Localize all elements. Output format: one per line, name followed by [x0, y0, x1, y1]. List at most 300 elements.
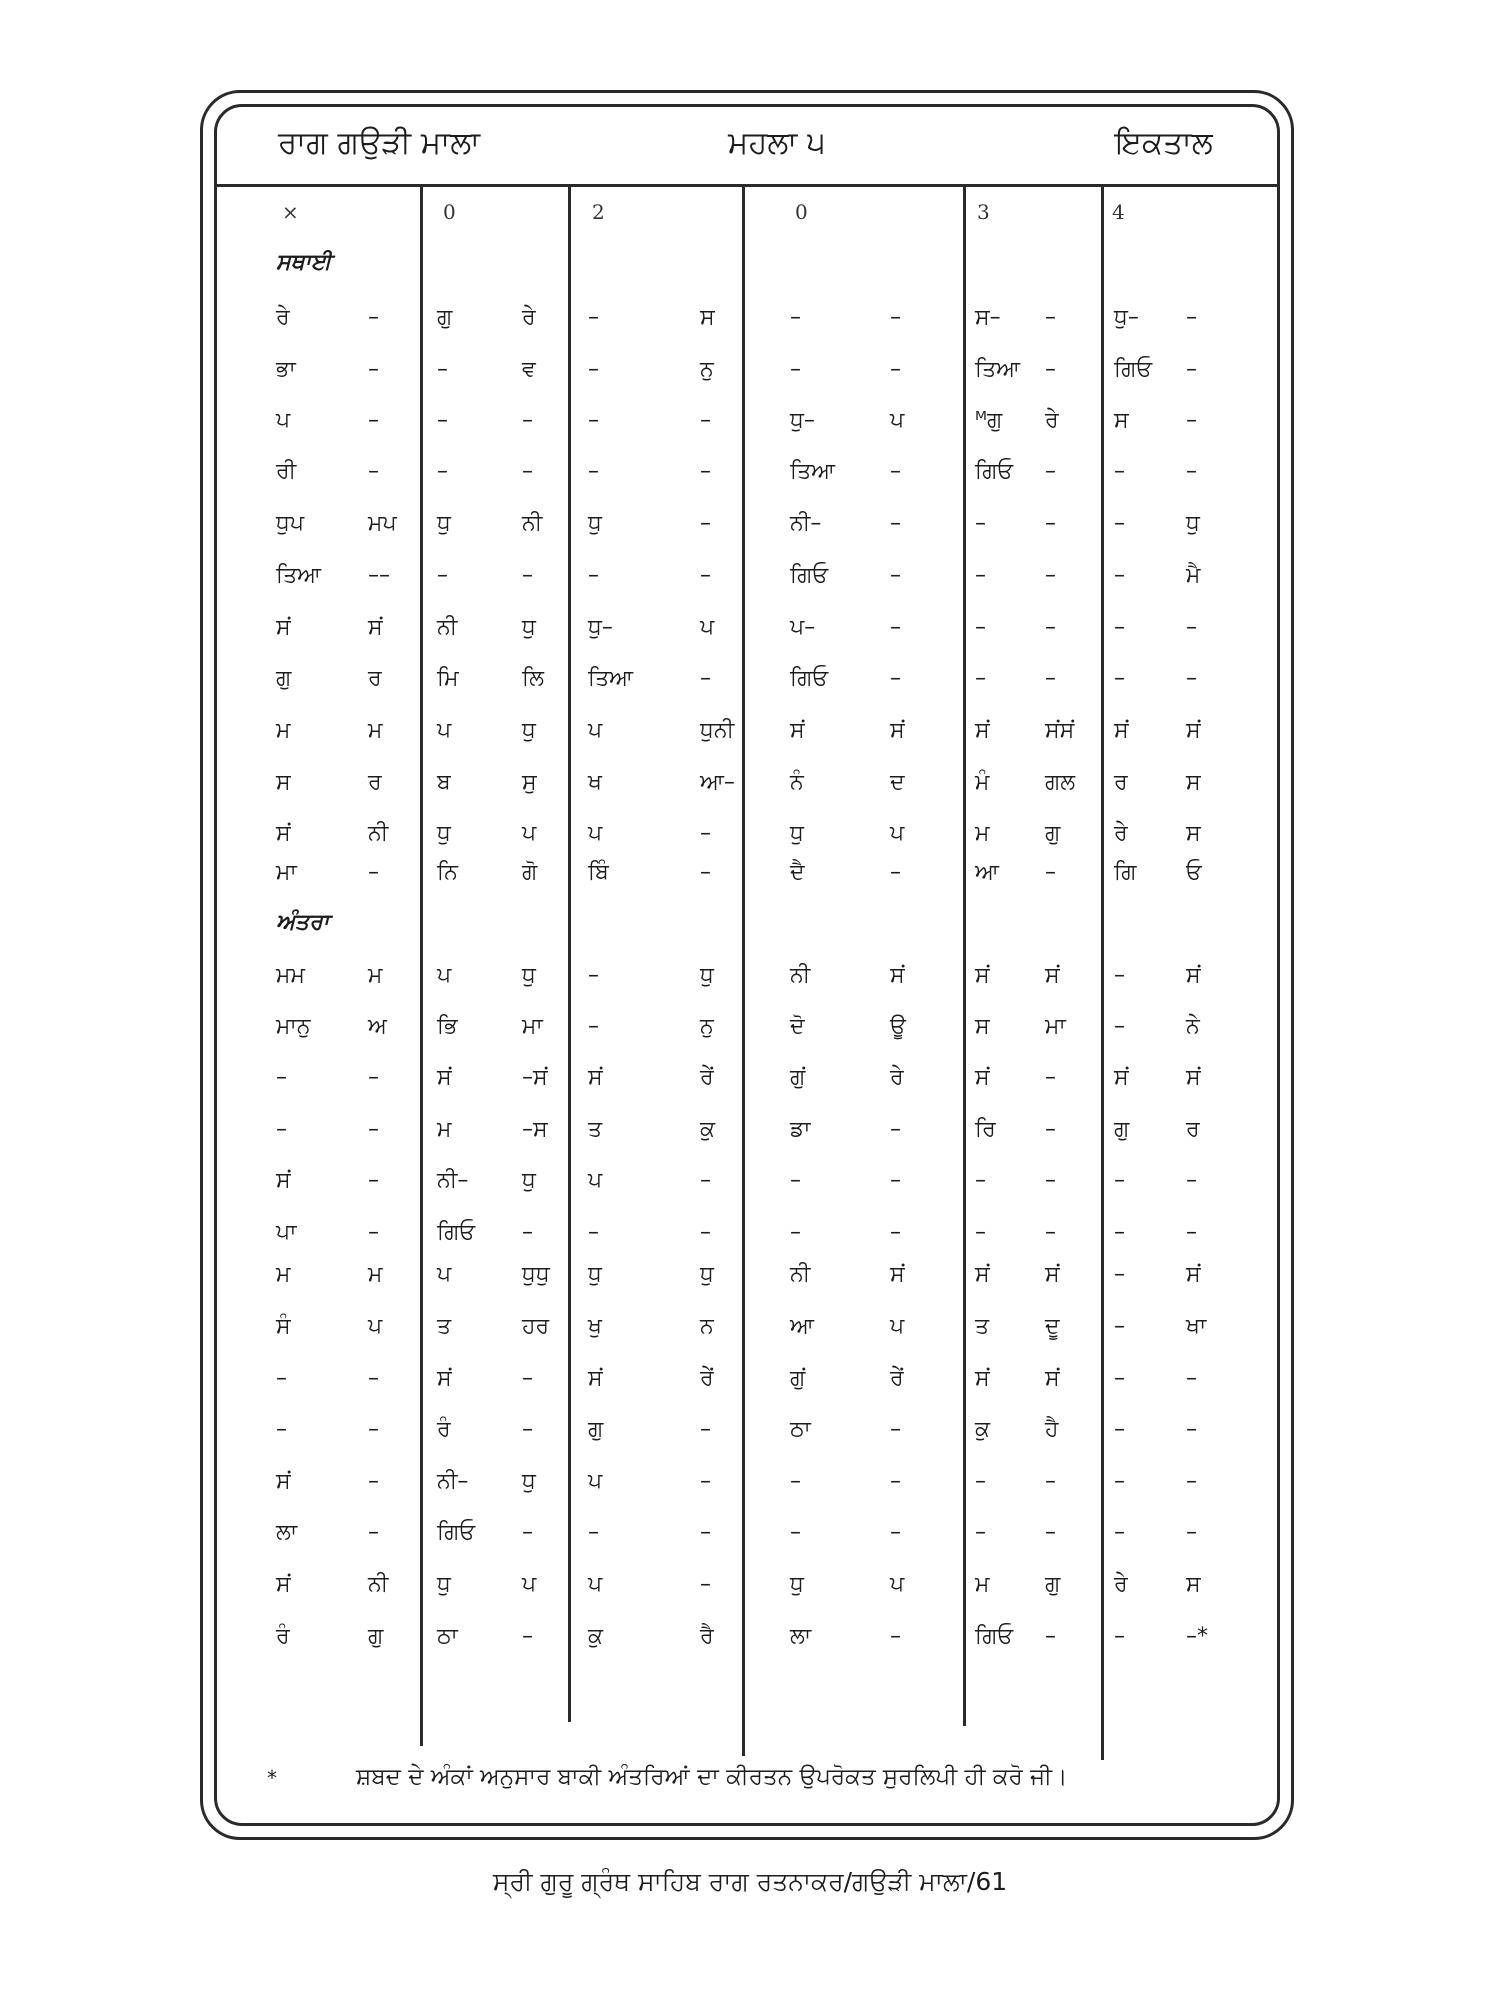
notation-row — [0, 1007, 1500, 1047]
notation-cell: – — [975, 1168, 986, 1193]
notation-cell: ਸਂ — [890, 963, 905, 988]
notation-cell: – — [276, 1417, 287, 1442]
notation-cell: ਸੰ — [276, 1314, 291, 1339]
notation-cell: – — [368, 1220, 379, 1245]
footnote-text: ਸ਼ਬਦ ਦੇ ਅੰਕਾਂ ਅਨੁਸਾਰ ਬਾਕੀ ਅੰਤਰਿਆਂ ਦਾ ਕੀਰਤਨ ਉਪਰੋਕਤ ਸੁਰਲਿਪੀ ਹੀ ਕਰੋ ਜੀ। — [356, 1764, 1068, 1790]
notation-cell: –– — [368, 563, 390, 588]
notation-cell: – — [890, 305, 901, 330]
notation-cell: – — [1186, 357, 1197, 382]
notation-cell: – — [890, 357, 901, 382]
notation-cell: ਮਾ — [522, 1014, 543, 1039]
notation-cell: ਤਿਆ — [588, 666, 634, 691]
notation-cell: – — [975, 666, 986, 691]
notation-cell: ਸ — [276, 770, 291, 795]
notation-cell: – — [437, 357, 448, 382]
notation-cell: ਸਂ — [1186, 1262, 1201, 1287]
notation-cell: ਡਾ — [790, 1117, 811, 1142]
notation-cell: ਗੁ — [1114, 1117, 1130, 1142]
notation-cell: – — [700, 1572, 711, 1597]
notation-cell: ਮ — [276, 1262, 291, 1287]
notation-cell: ਗੁ — [1045, 821, 1061, 846]
beat-marker: 4 — [1112, 200, 1125, 224]
notation-cell: ਨੀ– — [437, 1168, 469, 1193]
notation-cell: – — [890, 459, 901, 484]
notation-cell: ਰੇਂ — [700, 1065, 714, 1090]
notation-cell: – — [1045, 1520, 1056, 1545]
notation-cell: – — [522, 1520, 533, 1545]
notation-cell: – — [1045, 1065, 1056, 1090]
notation-cell: ਸਂ — [437, 1065, 452, 1090]
mahla-title: ਮਹਲਾ ੫ — [728, 125, 826, 161]
notation-cell: – — [368, 408, 379, 433]
notation-cell: ਸਂ — [276, 1469, 291, 1494]
notation-cell: ਨੀ — [522, 511, 543, 536]
notation-cell: ਪ — [890, 821, 905, 846]
notation-cell: ਗਿਓ — [437, 1220, 476, 1245]
notation-cell: ਰੇ — [1045, 408, 1059, 433]
notation-cell: ਅ — [368, 1014, 387, 1039]
notation-cell: – — [368, 1417, 379, 1442]
notation-cell: – — [700, 1520, 711, 1545]
notation-cell: ਪ — [588, 1469, 603, 1494]
notation-cell: – — [1114, 615, 1125, 640]
notation-cell: – — [1114, 1220, 1125, 1245]
notation-cell: – — [368, 1366, 379, 1391]
notation-cell: ਸ — [1114, 408, 1129, 433]
notation-cell: ਨਿ — [437, 860, 458, 885]
notation-cell: ਸਂ — [368, 615, 383, 640]
notation-row — [0, 1617, 1500, 1657]
notation-cell: – — [522, 1220, 533, 1245]
raag-title: ਰਾਗ ਗਉੜੀ ਮਾਲਾ — [278, 125, 481, 161]
notation-cell: – — [588, 1220, 599, 1245]
notation-cell: ਰੇ — [522, 305, 536, 330]
notation-cell: – — [368, 860, 379, 885]
notation-cell: ਰੇ — [276, 305, 290, 330]
notation-cell: ਗੁ — [276, 666, 292, 691]
notation-cell: ਮਾ — [1045, 1014, 1066, 1039]
notation-cell: – — [890, 563, 901, 588]
notation-cell: ਨੀ — [790, 963, 811, 988]
notation-cell: ਦ — [890, 770, 905, 795]
notation-cell: ਭਿ — [437, 1014, 458, 1039]
notation-cell: ਮ — [368, 1262, 383, 1287]
notation-row — [0, 452, 1500, 492]
notation-cell: – — [890, 1117, 901, 1142]
notation-cell: ਮ — [276, 718, 291, 743]
notation-row — [0, 1513, 1500, 1553]
notation-cell: – — [1186, 1366, 1197, 1391]
notation-cell: ਤਿਆ — [975, 357, 1021, 382]
notation-cell: ਆ — [790, 1314, 814, 1339]
notation-cell: – — [276, 1065, 287, 1090]
notation-cell: – — [975, 1520, 986, 1545]
notation-cell: – — [890, 1220, 901, 1245]
notation-cell: ਖ — [588, 770, 602, 795]
notation-cell: – — [1114, 1624, 1125, 1649]
notation-cell: ਨੁ — [700, 357, 714, 382]
notation-cell: ਗਿਓ — [790, 666, 829, 691]
notation-cell: ਆ — [975, 860, 999, 885]
notation-cell: ਗਿਓ — [975, 1624, 1014, 1649]
notation-cell: ਮੰ — [975, 770, 990, 795]
notation-cell: ਪ — [588, 1572, 603, 1597]
notation-cell: – — [368, 1168, 379, 1193]
notation-cell: – — [1045, 305, 1056, 330]
notation-cell: ਬਿੰ — [588, 860, 609, 885]
notation-cell: ਨੁ — [700, 1014, 714, 1039]
notation-cell: ਪ — [588, 718, 603, 743]
notation-cell: – — [700, 1168, 711, 1193]
notation-cell: – — [1045, 563, 1056, 588]
notation-cell: – — [368, 357, 379, 382]
notation-cell: ਲਾ — [790, 1624, 812, 1649]
notation-cell: ਮ — [368, 963, 383, 988]
notation-cell: ਸਂ — [437, 1366, 452, 1391]
notation-cell: – — [1114, 1168, 1125, 1193]
notation-cell: ਰੀ — [276, 459, 297, 484]
notation-cell: ਊ — [890, 1014, 906, 1039]
notation-cell: ਮ — [368, 718, 383, 743]
notation-cell: – — [588, 1014, 599, 1039]
beat-marker: 3 — [977, 200, 990, 224]
notation-row — [0, 1255, 1500, 1295]
notation-cell: ਪ — [368, 1314, 383, 1339]
notation-cell: ਗੁ — [437, 305, 453, 330]
notation-row — [0, 1410, 1500, 1450]
notation-cell: ਸਂ — [276, 1572, 291, 1597]
notation-cell: ਧੁ — [522, 1168, 536, 1193]
notation-cell: ਗਿਓ — [437, 1520, 476, 1545]
notation-cell: ਪ — [276, 408, 291, 433]
notation-cell: ਲਾ — [276, 1520, 298, 1545]
notation-cell: – — [1114, 563, 1125, 588]
notation-cell: ਦੋ — [790, 1014, 805, 1039]
notation-cell: – — [588, 357, 599, 382]
notation-cell: – — [890, 615, 901, 640]
notation-cell: ਕੁ — [588, 1624, 604, 1649]
notation-cell: ਤ — [437, 1314, 452, 1339]
notation-cell: ਧੁ — [437, 821, 451, 846]
notation-cell: – — [700, 1417, 711, 1442]
notation-cell: ਸਂ — [276, 1168, 291, 1193]
notation-cell: ਰੇਂ — [700, 1366, 714, 1391]
notation-cell: ਰੰ — [437, 1417, 451, 1442]
notation-row — [0, 1307, 1500, 1347]
notation-cell: ਠਾ — [437, 1624, 458, 1649]
notation-cell: ਰ — [368, 770, 382, 795]
notation-row — [0, 1565, 1500, 1605]
notation-cell: ਲਿ — [522, 666, 544, 691]
notation-cell: – — [522, 563, 533, 588]
notation-row — [0, 350, 1500, 390]
notation-cell: ਰ — [1114, 770, 1128, 795]
notation-cell: – — [368, 1065, 379, 1090]
notation-cell: ਕੁ — [700, 1117, 716, 1142]
notation-cell: – — [368, 1117, 379, 1142]
notation-cell: ਸਂ — [1114, 718, 1129, 743]
notation-cell: – — [1114, 511, 1125, 536]
notation-cell: – — [890, 511, 901, 536]
notation-row — [0, 853, 1500, 893]
header-rule — [216, 184, 1278, 187]
notation-cell: ਓ — [1186, 860, 1202, 885]
notation-row — [0, 956, 1500, 996]
notation-cell: ਪ — [890, 1314, 905, 1339]
notation-cell: ਸਂ — [1186, 1065, 1201, 1090]
notation-cell: – — [1186, 615, 1197, 640]
notation-cell: ਨੰ — [790, 770, 804, 795]
notation-cell: ਤ — [588, 1117, 603, 1142]
notation-cell: ਸਂ — [790, 718, 805, 743]
notation-row — [0, 1058, 1500, 1098]
notation-cell: – — [1186, 305, 1197, 330]
notation-row — [0, 763, 1500, 803]
notation-cell: ਗੁਂ — [790, 1065, 806, 1090]
notation-cell: – — [975, 1220, 986, 1245]
notation-cell: ਸ — [1186, 1572, 1201, 1597]
notation-cell: ਸਂ — [1114, 1065, 1129, 1090]
notation-cell: ਗਿਓ — [975, 459, 1014, 484]
notation-cell: – — [1045, 511, 1056, 536]
notation-cell: ਰ — [368, 666, 382, 691]
notation-row — [0, 659, 1500, 699]
notation-cell: – — [790, 305, 801, 330]
notation-cell: ਧੁਨੀ — [700, 718, 735, 743]
notation-cell: – — [1114, 1469, 1125, 1494]
notation-cell: – — [588, 1520, 599, 1545]
notation-cell: ਧੁ — [700, 1262, 714, 1287]
notation-cell: – — [1114, 1417, 1125, 1442]
notation-cell: ਦੈ — [790, 860, 805, 885]
notation-cell: – — [790, 1469, 801, 1494]
notation-row — [0, 711, 1500, 751]
notation-cell: ਖੁ — [588, 1314, 602, 1339]
notation-cell: – — [975, 511, 986, 536]
notation-cell: – — [368, 459, 379, 484]
notation-cell: – — [890, 1520, 901, 1545]
notation-cell: ਗਿਓ — [790, 563, 829, 588]
notation-cell: –ਸਂ — [522, 1065, 548, 1090]
notation-cell: –ਸ — [522, 1117, 548, 1142]
notation-cell: ਧੁ — [522, 1469, 536, 1494]
notation-cell: ਆ– — [700, 770, 735, 795]
notation-cell: ਗੁਂ — [790, 1366, 806, 1391]
notation-cell: – — [1186, 1469, 1197, 1494]
notation-cell: ਰ — [1186, 1117, 1200, 1142]
note-marker: * — [267, 1766, 277, 1790]
notation-cell: ਮਪ — [368, 511, 397, 536]
notation-cell: – — [1114, 963, 1125, 988]
notation-cell: ਪ — [437, 718, 452, 743]
notation-cell: – — [975, 615, 986, 640]
section-title: ਅੰਤਰਾ — [276, 910, 329, 935]
notation-cell: ਸਂ — [975, 1262, 990, 1287]
notation-cell: – — [1045, 860, 1056, 885]
notation-cell: ਮਿ — [437, 666, 459, 691]
notation-cell: – — [588, 408, 599, 433]
notation-row — [0, 1161, 1500, 1201]
notation-cell: – — [700, 821, 711, 846]
notation-row — [0, 298, 1500, 338]
notation-cell: ਮੈ — [1186, 563, 1201, 588]
notation-cell: ਰਿ — [975, 1117, 996, 1142]
notation-row — [0, 1462, 1500, 1502]
notation-cell: – — [700, 563, 711, 588]
notation-cell: ਪ — [588, 821, 603, 846]
notation-cell: – — [890, 666, 901, 691]
notation-cell: ਰੈ — [700, 1624, 714, 1649]
notation-row — [0, 608, 1500, 648]
notation-cell: ਨ — [700, 1314, 714, 1339]
notation-cell: – — [1114, 1520, 1125, 1545]
notation-cell: ਸੁ — [522, 770, 537, 795]
notation-cell: – — [700, 408, 711, 433]
notation-cell: – — [1186, 459, 1197, 484]
notation-cell: ਨੀ– — [790, 511, 822, 536]
notation-cell: ਪ– — [790, 615, 816, 640]
notation-cell: – — [790, 1520, 801, 1545]
notation-cell: ਨੀ — [790, 1262, 811, 1287]
notation-cell: ਪ — [522, 821, 537, 846]
notation-cell: – — [522, 1366, 533, 1391]
notation-cell: ਸਂ — [276, 821, 291, 846]
notation-cell: ਮਾ — [276, 860, 297, 885]
notation-cell: – — [1114, 1314, 1125, 1339]
notation-cell: – — [975, 563, 986, 588]
notation-cell: ਗਿ — [1114, 860, 1137, 885]
notation-cell: – — [1045, 615, 1056, 640]
notation-cell: – — [588, 305, 599, 330]
notation-row — [0, 1213, 1500, 1253]
notation-cell: ਸਂ — [588, 1366, 603, 1391]
notation-cell: ਪ — [588, 1168, 603, 1193]
notation-cell: ਸਂਸਂ — [1045, 718, 1075, 743]
section-title: ਸਥਾਈ — [276, 250, 332, 275]
notation-cell: ਵ — [522, 357, 536, 382]
notation-cell: – — [437, 459, 448, 484]
notation-cell: – — [588, 459, 599, 484]
notation-cell: ਸ — [700, 305, 715, 330]
notation-cell: – — [700, 860, 711, 885]
notation-cell: ਬ — [437, 770, 451, 795]
notation-cell: ਠਾ — [790, 1417, 811, 1442]
beat-marker: 0 — [443, 200, 456, 224]
taal-title: ਇਕਤਾਲ — [1115, 125, 1213, 161]
notation-cell: – — [1186, 1417, 1197, 1442]
notation-cell: – — [1114, 1014, 1125, 1039]
notation-cell: ਸਂ — [1045, 1262, 1060, 1287]
notation-cell: ਧੁ — [1186, 511, 1200, 536]
notation-cell: – — [1114, 666, 1125, 691]
notation-cell: ਧੁ — [790, 1572, 804, 1597]
notation-cell: ਪ — [522, 1572, 537, 1597]
notation-cell: ਪ — [700, 615, 715, 640]
notation-cell: ਪ — [437, 963, 452, 988]
notation-cell: – — [975, 1469, 986, 1494]
notation-cell: – — [522, 1417, 533, 1442]
notation-cell: – — [522, 1624, 533, 1649]
notation-cell: ਸਂ — [975, 1366, 990, 1391]
notation-cell: – — [368, 305, 379, 330]
notation-cell: – — [276, 1117, 287, 1142]
notation-cell: ਧੁ– — [1114, 305, 1139, 330]
notation-cell: ਪ — [890, 1572, 905, 1597]
notation-cell: ਸਂ — [890, 1262, 905, 1287]
beat-marker: 2 — [592, 200, 605, 224]
notation-cell: – — [1045, 1117, 1056, 1142]
notation-cell: ਪਾ — [276, 1220, 297, 1245]
notation-cell: ਰੰ — [276, 1624, 290, 1649]
notation-cell: – — [700, 459, 711, 484]
notation-cell: – — [588, 563, 599, 588]
notation-cell: ਨੀ — [368, 821, 389, 846]
notation-cell: ਧੁ– — [790, 408, 815, 433]
notation-row — [0, 504, 1500, 544]
notation-cell: ਮ — [437, 1117, 452, 1142]
notation-cell: ਸ– — [975, 305, 1001, 330]
notation-cell: ਸ — [975, 1014, 990, 1039]
notation-cell: ਸਂ — [975, 963, 990, 988]
notation-cell: – — [700, 666, 711, 691]
page-footer: ਸ੍ਰੀ ਗੁਰੂ ਗ੍ਰੰਥ ਸਾਹਿਬ ਰਾਗ ਰਤਨਾਕਰ/ਗਉੜੀ ਮਾਲਾ/61 — [492, 1867, 1008, 1896]
notation-cell: ਗੁ — [588, 1417, 604, 1442]
notation-cell: – — [700, 511, 711, 536]
notation-cell: ਧੁ — [522, 963, 536, 988]
notation-cell: – — [1045, 357, 1056, 382]
notation-cell: – — [437, 563, 448, 588]
notation-cell: – — [368, 1520, 379, 1545]
notation-cell: ਧੁਧੁ — [522, 1262, 550, 1287]
notation-cell: ਪ — [890, 408, 905, 433]
notation-cell: ਰੇ — [1114, 1572, 1128, 1597]
notation-cell: – — [1045, 1469, 1056, 1494]
notation-row — [0, 401, 1500, 441]
notation-cell: ਮਮ — [276, 963, 305, 988]
notation-cell: ਪ — [437, 1262, 452, 1287]
notation-cell: ਮ — [975, 1572, 990, 1597]
notation-cell: ਧੁ– — [588, 615, 613, 640]
notation-cell: – — [1186, 408, 1197, 433]
notation-cell: ਧੁਪ — [276, 511, 305, 536]
notation-cell: ਗੁ — [1045, 1572, 1061, 1597]
notation-cell: ਨੀ — [368, 1572, 389, 1597]
notation-cell: ਧੁ — [522, 615, 536, 640]
beat-marker: 0 — [795, 200, 808, 224]
notation-cell: – — [790, 357, 801, 382]
notation-cell: ਮਾਨੁ — [276, 1014, 311, 1039]
notation-cell: ਸਂ — [975, 718, 990, 743]
notation-cell: – — [1114, 459, 1125, 484]
notation-cell: – — [1186, 1168, 1197, 1193]
notation-cell: ਰੇਂ — [890, 1366, 904, 1391]
notation-cell: ਧੁ — [588, 1262, 602, 1287]
notation-cell: ਰੇ — [1114, 821, 1128, 846]
notation-cell: – — [790, 1220, 801, 1245]
notation-cell: – — [1114, 1262, 1125, 1287]
notation-cell: ਨੀ — [437, 615, 458, 640]
beat-marker: × — [282, 200, 299, 224]
notation-cell: – — [1186, 666, 1197, 691]
notation-cell: ਹੈ — [1045, 1417, 1059, 1442]
notation-cell: ਗਿਓ — [1114, 357, 1153, 382]
notation-cell: – — [890, 1168, 901, 1193]
notation-cell: ਸਂ — [1186, 718, 1201, 743]
notation-row — [0, 1110, 1500, 1150]
notation-cell: ਧੁ — [437, 1572, 451, 1597]
notation-cell: ਸ — [1186, 770, 1201, 795]
notation-cell: – — [700, 1469, 711, 1494]
